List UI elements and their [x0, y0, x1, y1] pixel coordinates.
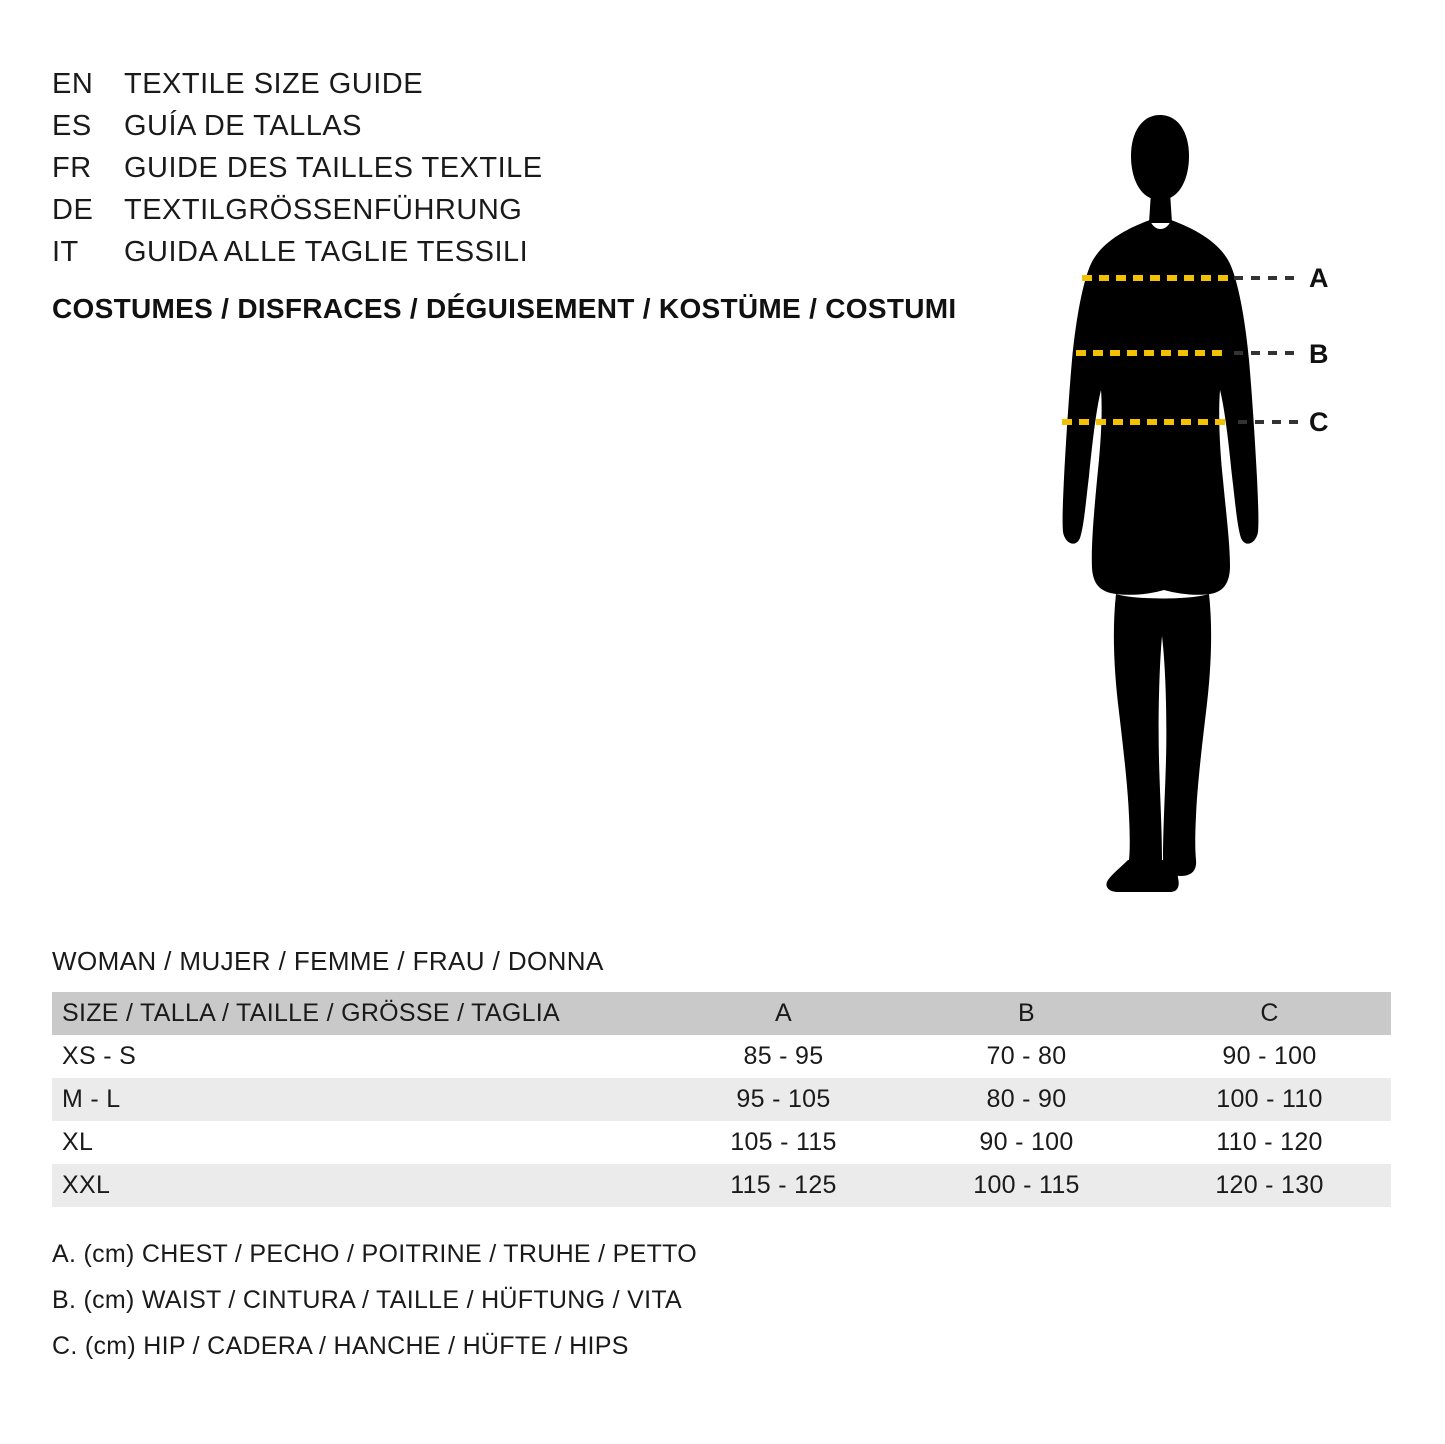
column-header-c: C: [1260, 999, 1279, 1027]
size-guide-header: [52, 68, 1032, 325]
marker-label-a: A: [1309, 263, 1329, 293]
cell-size: XL: [62, 1128, 94, 1156]
language-code: FR: [52, 152, 92, 184]
legend-item-a: A. (cm) CHEST / PECHO / POITRINE / TRUHE / PETTO: [52, 1240, 698, 1268]
body-measurement-diagram: [1020, 60, 1380, 900]
column-header-size: SIZE / TALLA / TAILLE / GRÖSSE / TAGLIA: [62, 999, 561, 1027]
cell-chest: 115 - 125: [730, 1171, 837, 1199]
table-row: [52, 1121, 1391, 1164]
language-title: GUIDE DES TAILLES TEXTILE: [124, 152, 543, 184]
measurement-legend: [52, 1240, 1052, 1378]
cell-chest: 85 - 95: [743, 1042, 824, 1070]
size-table-section: [52, 946, 1382, 1207]
column-header-b: B: [1018, 999, 1035, 1027]
language-title: GUÍA DE TALLAS: [124, 110, 363, 142]
cell-hip: 100 - 110: [1216, 1085, 1323, 1113]
cell-size: XS - S: [62, 1042, 137, 1070]
cell-hip: 120 - 130: [1215, 1171, 1324, 1199]
cell-size: XXL: [62, 1171, 111, 1199]
cell-chest: 105 - 115: [730, 1128, 837, 1156]
table-caption: WOMAN / MUJER / FEMME / FRAU / DONNA: [52, 946, 604, 976]
language-row-en: [52, 68, 1032, 101]
legend-item-b: B. (cm) WAIST / CINTURA / TAILLE / HÜFTUNG / VITA: [52, 1286, 683, 1314]
cell-waist: 80 - 90: [986, 1085, 1067, 1113]
cell-hip: 110 - 120: [1216, 1128, 1323, 1156]
cell-chest: 95 - 105: [736, 1085, 831, 1113]
marker-label-b: B: [1309, 339, 1329, 369]
table-row: [52, 1078, 1391, 1121]
cell-size: M - L: [62, 1085, 121, 1113]
table-header-row: [52, 992, 1391, 1035]
language-row-it: [52, 236, 1032, 269]
language-code: DE: [52, 194, 94, 226]
woman-silhouette-icon: [1020, 60, 1380, 900]
table-row: [52, 1164, 1391, 1207]
table-row: [52, 1035, 1391, 1078]
language-title: GUIDA ALLE TAGLIE TESSILI: [124, 236, 529, 268]
size-table: [52, 992, 1391, 1207]
cell-hip: 90 - 100: [1222, 1042, 1317, 1070]
language-row-es: [52, 110, 1032, 143]
cell-waist: 90 - 100: [979, 1128, 1074, 1156]
language-row-de: [52, 194, 1032, 227]
language-code: ES: [52, 110, 92, 142]
marker-label-c: C: [1309, 407, 1329, 437]
language-code: IT: [52, 236, 79, 268]
language-title: TEXTILGRÖSSENFÜHRUNG: [124, 194, 523, 226]
column-header-a: A: [775, 999, 792, 1027]
cell-waist: 70 - 80: [986, 1042, 1067, 1070]
language-row-fr: [52, 152, 1032, 185]
legend-item-c: C. (cm) HIP / CADERA / HANCHE / HÜFTE / HIPS: [52, 1332, 629, 1360]
cell-waist: 100 - 115: [973, 1171, 1080, 1199]
category-title: COSTUMES / DISFRACES / DÉGUISEMENT / KOSTÜME / COSTUMI: [52, 293, 957, 324]
language-code: EN: [52, 68, 94, 100]
language-title: TEXTILE SIZE GUIDE: [124, 68, 424, 100]
